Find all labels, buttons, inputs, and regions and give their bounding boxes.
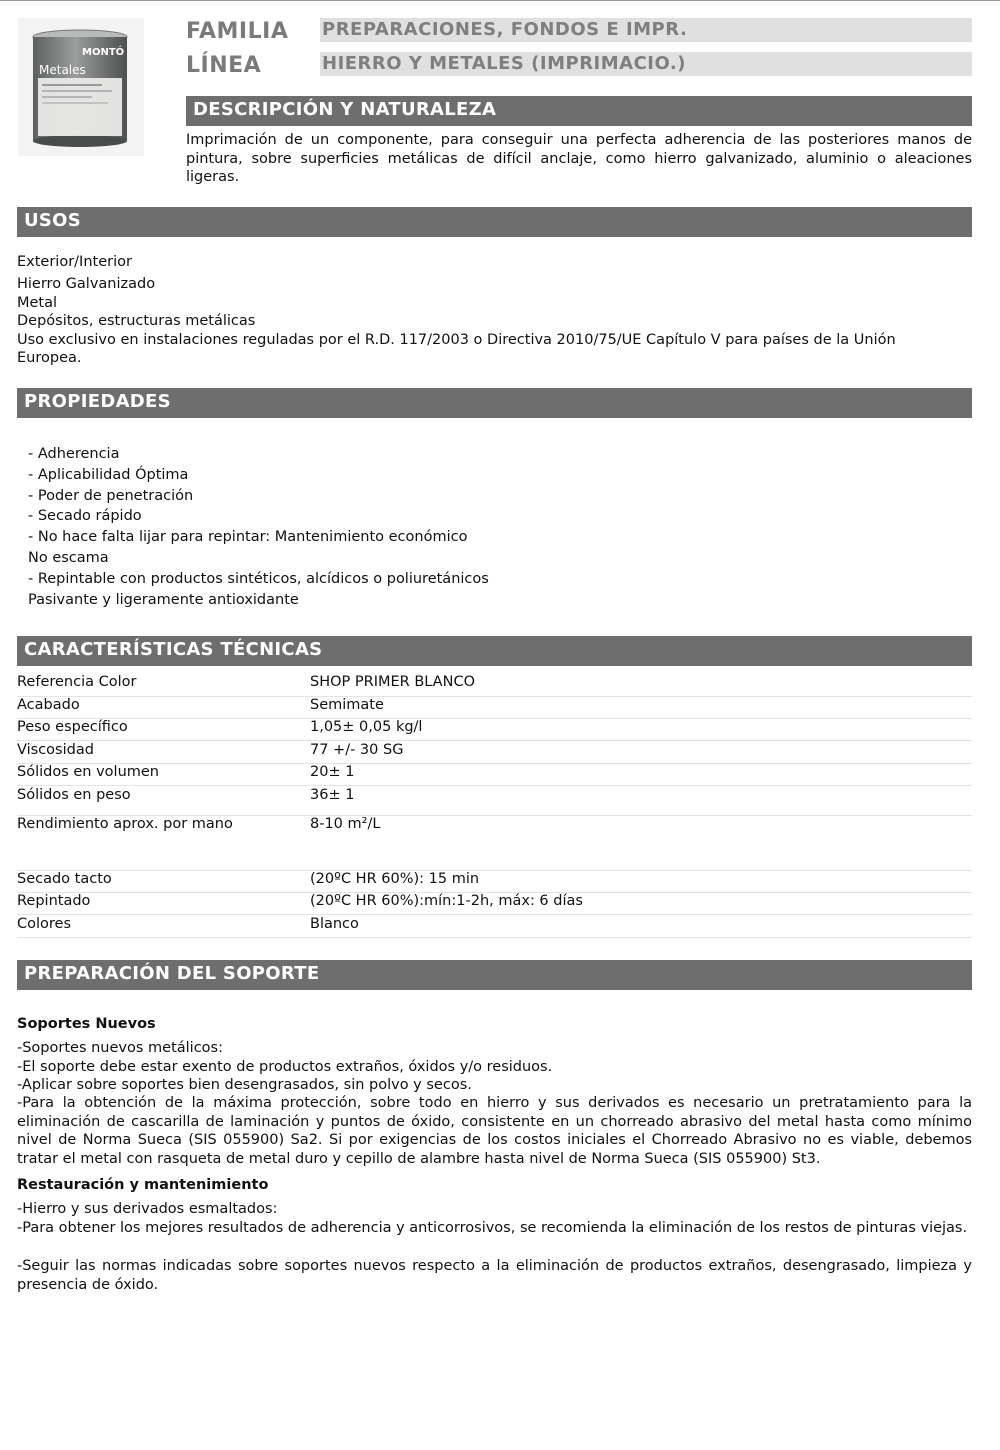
tech-label: Acabado	[17, 697, 80, 713]
tech-value: Semimate	[310, 697, 384, 713]
tech-label: Sólidos en peso	[17, 787, 131, 803]
restauracion-paragraph-2: -Seguir las normas indicadas sobre soportes nuevos respecto a la eliminación de productos extraños, desengrasado, limpieza y presencia de óxido.	[17, 1258, 972, 1293]
can-product-name: Metales	[39, 63, 86, 77]
tech-value: 8-10 m²/L	[310, 816, 381, 832]
usos-line: Uso exclusivo en instalaciones reguladas por el R.D. 117/2003 o Directiva 2010/75/UE Capítulo V para países de la Unión	[17, 331, 896, 348]
propiedad-item: - Poder de penetración	[28, 487, 194, 504]
table-row	[17, 764, 972, 786]
usos-line: Hierro Galvanizado	[17, 276, 156, 292]
propiedades-list	[28, 444, 489, 610]
usos-line: Metal	[17, 294, 58, 311]
table-row	[17, 816, 972, 871]
tech-value: Blanco	[310, 916, 359, 932]
table-row	[17, 742, 972, 764]
usos-line: Europea.	[17, 350, 82, 366]
usos-list	[17, 253, 972, 368]
tech-value: 36± 1	[310, 787, 355, 803]
table-row	[17, 871, 972, 893]
propiedad-item: No escama	[28, 549, 109, 566]
section-title-caracteristicas: CARACTERÍSTICAS TÉCNICAS	[17, 636, 972, 666]
tech-value: (20ºC HR 60%):mín:1-2h, máx: 6 días	[310, 893, 583, 909]
tech-label: Viscosidad	[17, 742, 94, 758]
restauracion-line: -Hierro y sus derivados esmaltados:	[17, 1201, 278, 1217]
soportes-line: -Soportes nuevos metálicos:	[17, 1040, 223, 1056]
tech-label: Secado tacto	[17, 871, 112, 887]
subheading-restauracion: Restauración y mantenimiento	[17, 1177, 269, 1193]
soportes-line: -El soporte debe estar exento de productos extraños, óxidos y/o residuos.	[17, 1058, 553, 1075]
tech-label: Sólidos en volumen	[17, 764, 159, 780]
linea-label: LÍNEA	[186, 53, 262, 78]
section-title-propiedades: PROPIEDADES	[17, 388, 972, 418]
table-row	[17, 697, 972, 719]
tech-label: Colores	[17, 916, 72, 932]
propiedad-item: - Aplicabilidad Óptima	[28, 466, 189, 483]
section-title-usos: USOS	[17, 207, 972, 237]
tech-label: Repintado	[17, 893, 91, 909]
subheading-soportes-nuevos: Soportes Nuevos	[17, 1016, 156, 1032]
usos-line: Depósitos, estructuras metálicas	[17, 313, 256, 329]
soportes-nuevos-paragraph: -Para la obtención de la máxima protección, sobre todo en hierro y sus derivados es necesario un pretratamiento para la eliminación de cascarilla de laminación y puntos de óxido, consistente en un chorreado abrasivo del metal hasta como mínimo nivel de Norma Sueca (SIS 055900) Sa2. Si por exigencias de los costos iniciales el Chorreado Abrasivo no es viable, debemos tratar el metal con rasqueta de metal duro y cepillo de alambre hasta nivel de Norma Sueca (SIS 055900) St3.	[17, 1095, 972, 1167]
restauracion-paragraph-1: -Para obtener los mejores resultados de adherencia y anticorrosivos, se recomienda la eliminación de los restos de pinturas viejas.	[17, 1220, 968, 1236]
propiedad-item: Pasivante y ligeramente antioxidante	[28, 591, 299, 608]
descripcion-text: Imprimación de un componente, para conseguir una perfecta adherencia de las posteriores manos de pintura, sobre superficies metálicas de difícil anclaje, como hierro galvanizado, aluminio o aleaciones ligeras.	[186, 132, 972, 185]
soportes-line: -Aplicar sobre soportes bien desengrasados, sin polvo y secos.	[17, 1077, 472, 1093]
tech-value: 20± 1	[310, 764, 355, 780]
propiedad-item: - No hace falta lijar para repintar: Mantenimiento económico	[28, 529, 468, 546]
can-brand: MONTÓ	[82, 47, 125, 58]
section-title-descripcion: DESCRIPCIÓN Y NATURALEZA	[186, 96, 972, 126]
tech-value: (20ºC HR 60%): 15 min	[310, 871, 480, 887]
paint-can-illustration	[30, 28, 130, 148]
tech-label: Rendimiento aprox. por mano	[17, 816, 233, 832]
usos-line: Exterior/Interior	[17, 254, 132, 270]
table-row	[17, 787, 972, 816]
tech-label: Referencia Color	[17, 674, 137, 690]
propiedad-item: - Repintable con productos sintéticos, alcídicos o poliuretánicos	[28, 570, 489, 587]
product-image	[18, 18, 144, 156]
familia-value: PREPARACIONES, FONDOS E IMPR.	[320, 18, 972, 42]
soportes-nuevos-list	[17, 1039, 972, 1095]
propiedad-item: - Secado rápido	[28, 508, 142, 525]
section-title-preparacion: PREPARACIÓN DEL SOPORTE	[17, 960, 972, 990]
table-row	[17, 674, 972, 697]
tech-value: SHOP PRIMER BLANCO	[310, 674, 475, 690]
table-row	[17, 916, 972, 938]
top-border	[0, 0, 1000, 1]
table-row	[17, 893, 972, 915]
familia-label: FAMILIA	[186, 19, 289, 44]
tech-value: 77 +/- 30 SG	[310, 742, 404, 758]
propiedad-item: - Adherencia	[28, 446, 120, 462]
tech-value: 1,05± 0,05 kg/l	[310, 719, 423, 735]
tech-label: Peso específico	[17, 719, 128, 735]
table-row	[17, 719, 972, 741]
linea-value: HIERRO Y METALES (IMPRIMACIO.)	[320, 52, 972, 76]
